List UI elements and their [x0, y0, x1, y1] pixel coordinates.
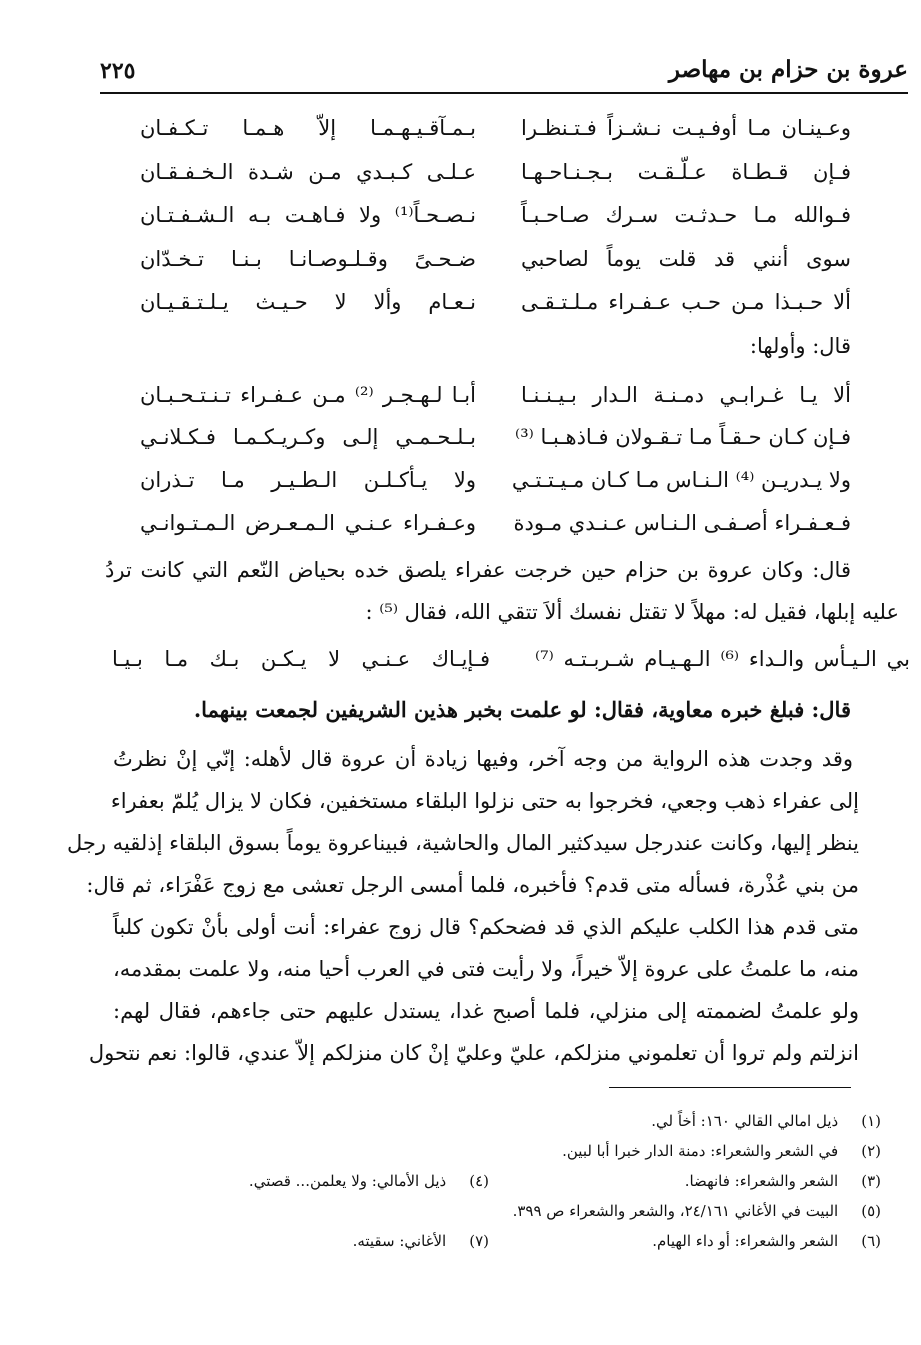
verse-second-hemistich: وعـفـراء عـنـي الـمـعـرض الـمـتـوانـي: [140, 511, 476, 535]
paragraph-line: من بني عُذْرة، فسأله متى قدم؟ فأخبره، فلما أمسى الرجل تعشى مع زوج عَفْرَاء، ثم قال:: [86, 873, 859, 897]
narrative-line: عليه إبلها، فقيل له: مهلاً لا تقتل نفسك ألاَ تتقي الله، فقال ⁽⁵⁾ :: [365, 600, 899, 624]
footnote-text: الشعر والشعراء: فانهضا.: [684, 1172, 839, 1190]
footnote: [353, 1232, 489, 1250]
footnote: [652, 1232, 881, 1250]
verse-line: [105, 203, 851, 239]
verse-second-hemistich: بـلـحـمـي إلـى وكـريـكـمـا فـكـلانـي: [140, 425, 476, 449]
footnote-number: (١): [861, 1112, 881, 1130]
verse-second-hemistich: نـعـام وألا لا حـيـث يـلـتـقـيـان: [140, 290, 476, 314]
footnote: [685, 1172, 881, 1190]
footnote: [562, 1142, 881, 1160]
verse-first-hemistich: ألا يـا غـرابـي دمـنـة الـدار بـيـنـنـا: [521, 383, 851, 407]
verse-second-hemistich: نـصـحـاً⁽¹⁾ ولا فـاهـت بـه الـشـفـتـان: [140, 203, 476, 227]
verse-first-hemistich: فـعـفـراء أصـفـى الـنـاس عـنـدي مـودة: [513, 511, 851, 535]
footnote-number: (٧): [469, 1232, 489, 1250]
footnote: [513, 1202, 881, 1220]
footnote-number: (٣): [861, 1172, 881, 1190]
verse-line: [105, 511, 851, 547]
verse-first-hemistich: فـإن قـطـاة عـلّـقـت بـجـنـاحـهـا: [521, 160, 851, 184]
footnote: [651, 1112, 881, 1130]
footnote: [249, 1172, 489, 1190]
verse-first-hemistich: ولا يـدريـن ⁽⁴⁾ الـنـاس مـا كـان مـيـتـتـي: [511, 468, 851, 492]
paragraph-line: انزلتم ولم تروا أن تعلموني منزلكم، عليّ وعليّ إنْ كان منزلكم إلاّ عندي، قالوا: نعم نتحول: [88, 1041, 859, 1065]
footnote-number: (٢): [861, 1142, 881, 1160]
verse-line: [105, 247, 851, 283]
verse-line: [110, 647, 910, 683]
footnote-text: الشعر والشعراء: أو داء الهيام.: [652, 1232, 839, 1250]
paragraph-line: وقد وجدت هذه الرواية من وجه آخر، وفيها زيادة أن عروة قال لأهله: إنّي إنْ نظرتُ: [113, 747, 853, 771]
footnote-text: ذيل الأمالي: ولا يعلمن... قصتي.: [248, 1172, 447, 1190]
verse-first-hemistich: فـإيـاك عـنـي لا يـكـن بـك مـا بـيـا: [112, 647, 490, 671]
verse-second-hemistich: بـمـآقـيـهـمـا إلاّ هـمـا تـكـفـان: [140, 116, 476, 140]
footnote-text: البيت في الأغاني ٢٤/١٦١، والشعر والشعراء ص ٣٩٩.: [512, 1202, 839, 1220]
verse-second-hemistich: عـلـى كـبـدي مـن شـدة الـخـفـقـان: [140, 160, 476, 184]
page-header: [100, 52, 908, 90]
narrative-line: قال: وكان عروة بن حزام حين خرجت عفراء يلصق خده بحياض النّعم التي كانت تردُ: [105, 558, 851, 582]
footnote-text: الأغاني: سقيته.: [352, 1232, 447, 1250]
verse-second-hemistich: ولا يـأكـلـن الـطـيـر مـا تـذران: [140, 468, 476, 492]
verse-first-hemistich: وعـينـان مـا أوفـيـت نـشـزاً فـتـنظـرا: [521, 116, 851, 140]
intro-line: قال: وأولها:: [749, 334, 851, 358]
verse-second-hemistich: أبـا لـهـجـر ⁽²⁾ مـن عـفـراء تـنـتـحـبـان: [140, 383, 476, 407]
verse-line: [105, 425, 851, 461]
verse-second-hemistich: ضـحـىً وقـلـوصـانـا بـنـا تـخـدّان: [140, 247, 476, 271]
footnote-rule: [609, 1087, 851, 1088]
header-rule: [100, 92, 908, 94]
footnote-number: (٥): [861, 1202, 881, 1220]
paragraph-line: إلى عفراء ذهب وجعي، فخرجوا به حتى نزلوا البلقاء مستخفين، فكان لا يزال يُلمّ بعفراء: [110, 789, 859, 813]
footnote-text: في الشعر والشعراء: دمنة الدار خبرا أبا لبين.: [562, 1142, 839, 1160]
verse-first-hemistich: سوى أنني قد قلت يوماً لصاحبي: [521, 247, 851, 271]
narrative-line: قال: فبلغ خبره معاوية، فقال: لو علمت بخبر هذين الشريفين لجمعت بينهما.: [193, 697, 851, 722]
footnote-number: (٤): [469, 1172, 489, 1190]
footnote-text: ذيل امالي القالي ١٦٠: أخاً لي.: [651, 1112, 839, 1130]
footnote-number: (٦): [861, 1232, 881, 1250]
verse-line: [105, 160, 851, 196]
paragraph-line: منه، ما علمتُ على عروة إلاّ خيراً، ولا رأيت فتى في العرب أحيا منه، ولا علمت بمقدمه،: [112, 957, 859, 981]
running-title: عروة بن حزام بن مهاصر: [668, 56, 908, 83]
verse-line: [105, 116, 851, 152]
verse-first-hemistich: فـوالله مـا حـدثـت سـرك صـاحـبـاً: [521, 203, 851, 227]
verse-line: [105, 290, 851, 326]
verse-second-hemistich: بي الـيـأس والـداء ⁽⁶⁾ الـهـيـام شـربـتـه ⁽⁷⁾: [535, 647, 910, 671]
verse-line: [105, 383, 851, 419]
paragraph-line: ولو علمتُ لضممته إلى منزلي، فلما أصبح غدا، يستدل عليهم حتى جاءهم، فقال لهم:: [113, 999, 859, 1023]
paragraph-line: متى قدم هذا الكلب عليكم الذي قد فضحكم؟ قال زوج عفراء: أنت أولى بأنْ تكون كلباً: [113, 915, 859, 939]
verse-first-hemistich: فـإن كـان حـقـاً مـا تـقـولان فـاذهـبـا ⁽³⁾: [515, 425, 851, 449]
paragraph-line: ينظر إليها، وكانت عندرجل سيدكثير المال والحاشية، فبيناعروة يوماً بسوق البلقاء إذلقيه رجل: [66, 831, 859, 855]
verse-first-hemistich: ألا حـبـذا مـن حـب عـفـراء مـلـتـقـى: [521, 290, 851, 314]
page-number: ٢٢٥: [100, 58, 136, 84]
verse-line: [105, 468, 851, 504]
